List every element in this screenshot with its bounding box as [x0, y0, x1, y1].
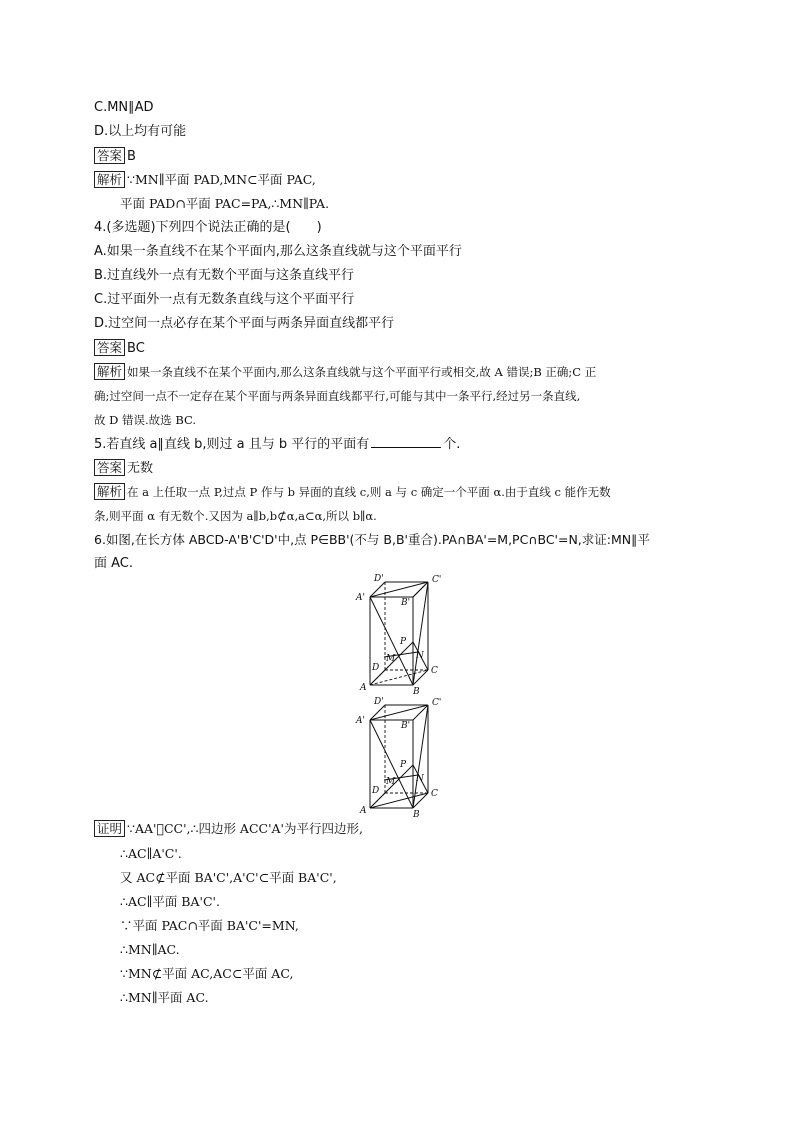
proof-line-5: ∵平面 PAC∩平面 BA'C'=MN,: [120, 918, 299, 933]
answer-tag: 答案: [94, 459, 125, 476]
proof-tag: 证明: [94, 820, 125, 837]
proof-line-4: ∴AC∥平面 BA'C'.: [120, 894, 220, 909]
label-d1: D': [374, 697, 384, 707]
proof-line-3: 又 AC⊄平面 BA'C',A'C'⊂平面 BA'C',: [120, 870, 337, 885]
proof-line-8: ∴MN∥平面 AC.: [120, 990, 209, 1005]
label-d: D: [372, 786, 380, 796]
q3-option-d: D.以上均有可能: [94, 124, 187, 139]
analysis-tag: 解析: [94, 363, 125, 380]
q4-option-d: D.过空间一点必存在某个平面与两条异面直线都平行: [94, 316, 395, 331]
q3-answer: B: [127, 149, 136, 164]
q4-answer: BC: [127, 341, 145, 356]
q4-stem: 4.(多选题)下列四个说法正确的是( ): [94, 220, 322, 235]
analysis-tag: 解析: [94, 171, 125, 188]
q4-analysis-line-3: 故 D 错误.故选 BC.: [94, 413, 197, 427]
label-b: B: [413, 810, 420, 820]
q5-stem: 5.若直线 a∥直线 b,则过 a 且与 b 平行的平面有 个.: [94, 437, 461, 452]
answer-tag: 答案: [94, 147, 125, 164]
q5-analysis-line-2: 条,则平面 α 有无数个.又因为 a∥b,b⊄α,a⊂α,所以 b∥α.: [94, 509, 377, 523]
label-c: C: [431, 789, 438, 799]
q4-option-c: C.过平面外一点有无数条直线与这个平面平行: [94, 292, 355, 307]
q3-analysis-line-2: 平面 PAD∩平面 PAC=PA,∴MN∥PA.: [120, 196, 330, 211]
q6-stem-line-1: 6.如图,在长方体 ABCD-A'B'C'D'中,点 P∈BB'(不与 B,B'重合).PA∩BA'=M,PC∩BC'=N,求证:MN∥平: [94, 532, 650, 547]
q3-analysis-line-1: 解析 ∵MN∥平面 PAD,MN⊂平面 PAC,: [94, 171, 316, 189]
analysis-tag: 解析: [94, 483, 125, 500]
label-p: P: [400, 637, 407, 647]
label-c1: C': [432, 698, 442, 708]
proof-line-2: ∴AC∥A'C'.: [120, 846, 182, 861]
label-b: B: [413, 687, 420, 697]
label-n: N: [416, 651, 424, 661]
q6-stem-line-2: 面 AC.: [94, 556, 134, 571]
label-a: A: [360, 683, 367, 693]
label-c: C: [431, 666, 438, 676]
q5-analysis-line-1: 解析 在 a 上任取一点 P,过点 P 作与 b 异面的直线 c,则 a 与 c 确定一个平面 α.由于直线 c 能作无数: [94, 483, 611, 501]
fill-blank: [371, 435, 441, 448]
q5-answer-line: [94, 459, 153, 478]
proof-line-1: 证明 ∵AA'􀱀CC',∴四边形 ACC'A'为平行四边形,: [94, 820, 363, 838]
proof-line-7: ∵MN⊄平面 AC,AC⊂平面 AC,: [120, 966, 294, 981]
label-a1: A': [356, 716, 365, 726]
label-c1: C': [432, 575, 442, 585]
q4-analysis-line-2: 确;过空间一点不一定存在某个平面与两条异面直线都平行,可能与其中一条平行,经过另一条直线,: [94, 389, 581, 403]
label-a1: A': [356, 593, 365, 603]
label-m: M: [386, 654, 396, 664]
q3-answer-line: [94, 147, 136, 166]
q4-option-b: B.过直线外一点有无数个平面与这条直线平行: [94, 268, 355, 283]
q4-answer-line: [94, 339, 145, 358]
q4-analysis-line-1: 解析 如果一条直线不在某个平面内,那么这条直线就与这个平面平行或相交,故 A 错误;B 正确;C 正: [94, 363, 596, 381]
answer-tag: 答案: [94, 339, 125, 356]
cuboid-figure-2: [350, 695, 450, 820]
label-p: P: [400, 760, 407, 770]
label-a: A: [360, 806, 367, 816]
label-d: D: [372, 663, 380, 673]
q3-option-c: C.MN∥AD: [94, 100, 154, 115]
label-b1: B': [401, 721, 411, 731]
cuboid-figure-1: [350, 572, 450, 697]
label-d1: D': [374, 574, 384, 584]
label-n: N: [416, 774, 424, 784]
label-b1: B': [401, 598, 411, 608]
q4-option-a: A.如果一条直线不在某个平面内,那么这条直线就与这个平面平行: [94, 244, 462, 259]
proof-line-6: ∴MN∥AC.: [120, 942, 180, 957]
q5-answer: 无数: [127, 461, 154, 476]
label-m: M: [386, 777, 396, 787]
